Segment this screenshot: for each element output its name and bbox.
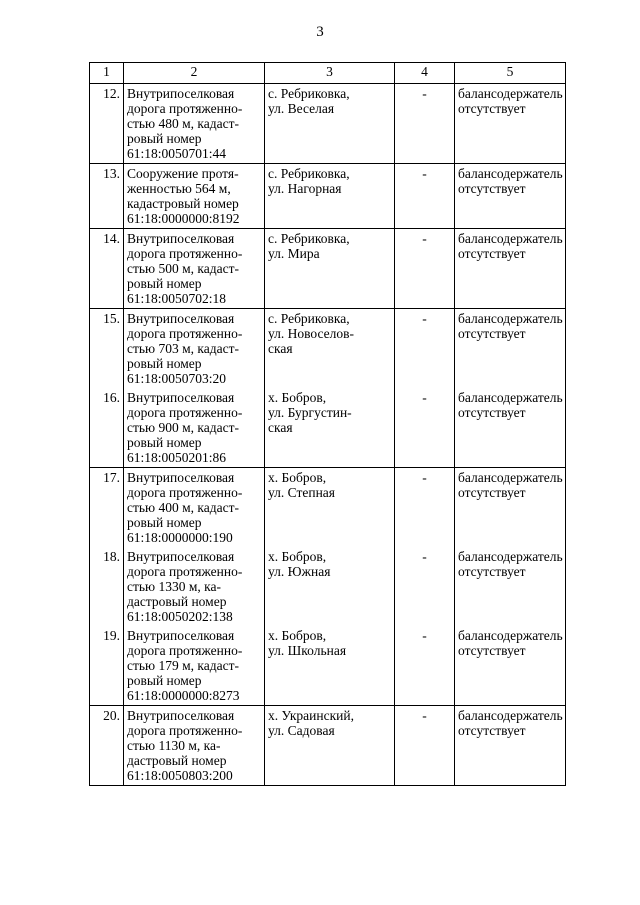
- column-4-value: -: [395, 309, 455, 389]
- object-address: [265, 706, 395, 786]
- address-line: х. Бобров,: [268, 628, 327, 643]
- address-line: ская: [268, 341, 293, 356]
- description-line: 61:18:0050701:44: [127, 146, 227, 161]
- object-address: [265, 84, 395, 164]
- table-row: [90, 388, 566, 468]
- object-description: [124, 547, 265, 626]
- balance-holder: [455, 626, 566, 706]
- description-line: ровый номер: [127, 131, 202, 146]
- description-line: ровый номер: [127, 276, 202, 291]
- table-row: [90, 547, 566, 626]
- description-line: дастровый номер: [127, 753, 227, 768]
- description-line: дастровый номер: [127, 594, 227, 609]
- row-number: 13.: [90, 164, 124, 229]
- holder-line: балансодержатель: [458, 708, 563, 723]
- address-line: ул. Южная: [268, 564, 331, 579]
- holder-line: отсутствует: [458, 101, 526, 116]
- holder-line: балансодержатель: [458, 390, 563, 405]
- object-description: [124, 388, 265, 468]
- holder-line: балансодержатель: [458, 166, 563, 181]
- holder-line: балансодержатель: [458, 86, 563, 101]
- description-line: Сооружение протя-: [127, 166, 239, 181]
- description-line: стью 703 м, кадаст-: [127, 341, 240, 356]
- address-line: ул. Новоселов-: [268, 326, 355, 341]
- object-address: [265, 468, 395, 548]
- holder-line: отсутствует: [458, 405, 526, 420]
- table-body: [90, 84, 566, 786]
- object-address: [265, 547, 395, 626]
- description-line: Внутрипоселковая: [127, 470, 235, 485]
- table-row: [90, 84, 566, 164]
- description-line: стью 900 м, кадаст-: [127, 420, 240, 435]
- table-row: [90, 164, 566, 229]
- table-row: [90, 468, 566, 548]
- holder-line: отсутствует: [458, 564, 526, 579]
- address-line: х. Украинский,: [268, 708, 354, 723]
- row-number: 16.: [90, 388, 124, 468]
- address-line: с. Ребриковка,: [268, 86, 350, 101]
- description-line: Внутрипоселковая: [127, 311, 235, 326]
- object-description: [124, 468, 265, 548]
- description-line: дорога протяженно-: [127, 246, 243, 261]
- address-line: ул. Бургустин-: [268, 405, 352, 420]
- description-line: Внутрипоселковая: [127, 628, 235, 643]
- description-line: 61:18:0050702:18: [127, 291, 227, 306]
- column-4-value: -: [395, 706, 455, 786]
- description-line: ровый номер: [127, 515, 202, 530]
- column-4-value: -: [395, 626, 455, 706]
- holder-line: балансодержатель: [458, 311, 563, 326]
- description-line: стью 179 м, кадаст-: [127, 658, 240, 673]
- object-address: [265, 388, 395, 468]
- description-line: дорога протяженно-: [127, 485, 243, 500]
- description-line: дорога протяженно-: [127, 326, 243, 341]
- column-header-5: 5: [455, 63, 566, 84]
- address-line: с. Ребриковка,: [268, 231, 350, 246]
- description-line: Внутрипоселковая: [127, 708, 235, 723]
- holder-line: отсутствует: [458, 246, 526, 261]
- holder-line: отсутствует: [458, 643, 526, 658]
- description-line: 61:18:0050202:138: [127, 609, 233, 624]
- object-address: [265, 309, 395, 389]
- balance-holder: [455, 547, 566, 626]
- column-4-value: -: [395, 84, 455, 164]
- holder-line: балансодержатель: [458, 628, 563, 643]
- object-description: [124, 706, 265, 786]
- address-line: х. Бобров,: [268, 470, 327, 485]
- row-number: 15.: [90, 309, 124, 389]
- column-header-3: 3: [265, 63, 395, 84]
- description-line: стью 1130 м, ка-: [127, 738, 221, 753]
- balance-holder: [455, 84, 566, 164]
- address-line: ул. Мира: [268, 246, 320, 261]
- holder-line: балансодержатель: [458, 549, 563, 564]
- holder-line: отсутствует: [458, 181, 526, 196]
- address-line: ул. Веселая: [268, 101, 335, 116]
- row-number: 19.: [90, 626, 124, 706]
- description-line: дорога протяженно-: [127, 405, 243, 420]
- row-number: 17.: [90, 468, 124, 548]
- holder-line: балансодержатель: [458, 231, 563, 246]
- page-number: 3: [316, 24, 324, 40]
- object-description: [124, 626, 265, 706]
- address-line: с. Ребриковка,: [268, 166, 350, 181]
- holder-line: отсутствует: [458, 326, 526, 341]
- description-line: дорога протяженно-: [127, 723, 243, 738]
- column-4-value: -: [395, 468, 455, 548]
- object-description: [124, 309, 265, 389]
- description-line: Внутрипоселковая: [127, 390, 235, 405]
- balance-holder: [455, 309, 566, 389]
- balance-holder: [455, 706, 566, 786]
- object-description: [124, 84, 265, 164]
- description-line: 61:18:0050201:86: [127, 450, 227, 465]
- column-header-1: 1: [90, 63, 124, 84]
- description-line: Внутрипоселковая: [127, 549, 235, 564]
- registry-table: [89, 62, 566, 786]
- description-line: стью 500 м, кадаст-: [127, 261, 240, 276]
- description-line: Внутрипоселковая: [127, 231, 235, 246]
- holder-line: отсутствует: [458, 485, 526, 500]
- address-line: ул. Нагорная: [268, 181, 342, 196]
- balance-holder: [455, 468, 566, 548]
- object-address: [265, 626, 395, 706]
- description-line: ровый номер: [127, 356, 202, 371]
- address-line: х. Бобров,: [268, 549, 327, 564]
- column-4-value: -: [395, 164, 455, 229]
- description-line: ровый номер: [127, 435, 202, 450]
- row-number: 18.: [90, 547, 124, 626]
- address-line: ул. Садовая: [268, 723, 335, 738]
- description-line: стью 480 м, кадаст-: [127, 116, 240, 131]
- description-line: ровый номер: [127, 673, 202, 688]
- description-line: Внутрипоселковая: [127, 86, 235, 101]
- table-row: [90, 309, 566, 389]
- table-header-row: [90, 63, 566, 84]
- column-4-value: -: [395, 388, 455, 468]
- object-description: [124, 164, 265, 229]
- description-line: 61:18:0050703:20: [127, 371, 227, 386]
- address-line: ская: [268, 420, 293, 435]
- balance-holder: [455, 388, 566, 468]
- object-address: [265, 164, 395, 229]
- address-line: ул. Школьная: [268, 643, 347, 658]
- column-4-value: -: [395, 229, 455, 309]
- description-line: 61:18:0050803:200: [127, 768, 233, 783]
- table-row: [90, 229, 566, 309]
- balance-holder: [455, 229, 566, 309]
- description-line: 61:18:0000000:190: [127, 530, 233, 545]
- description-line: дорога протяженно-: [127, 643, 243, 658]
- table-row: [90, 626, 566, 706]
- description-line: женностью 564 м,: [127, 181, 231, 196]
- description-line: стью 400 м, кадаст-: [127, 500, 240, 515]
- row-number: 12.: [90, 84, 124, 164]
- object-description: [124, 229, 265, 309]
- balance-holder: [455, 164, 566, 229]
- description-line: 61:18:0000000:8192: [127, 211, 240, 226]
- description-line: стью 1330 м, ка-: [127, 579, 222, 594]
- row-number: 14.: [90, 229, 124, 309]
- holder-line: балансодержатель: [458, 470, 563, 485]
- object-address: [265, 229, 395, 309]
- column-4-value: -: [395, 547, 455, 626]
- address-line: х. Бобров,: [268, 390, 327, 405]
- address-line: ул. Степная: [268, 485, 336, 500]
- description-line: 61:18:0000000:8273: [127, 688, 240, 703]
- description-line: кадастровый номер: [127, 196, 239, 211]
- description-line: дорога протяженно-: [127, 101, 243, 116]
- holder-line: отсутствует: [458, 723, 526, 738]
- row-number: 20.: [90, 706, 124, 786]
- table-row: [90, 706, 566, 786]
- column-header-4: 4: [395, 63, 455, 84]
- address-line: с. Ребриковка,: [268, 311, 350, 326]
- column-header-2: 2: [124, 63, 265, 84]
- description-line: дорога протяженно-: [127, 564, 243, 579]
